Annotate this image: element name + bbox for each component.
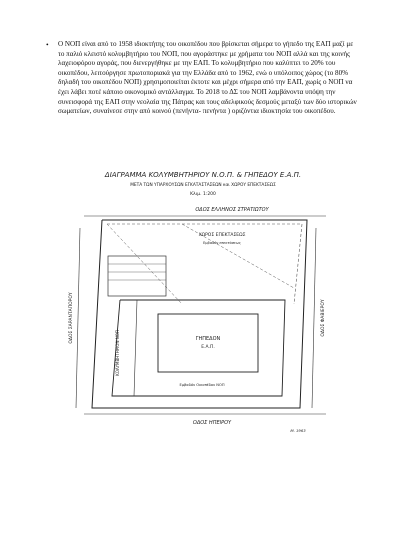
expansion-area-note: Εμβαδόν επεκτάσεως [203, 241, 241, 245]
expansion-area-label: ΧΩΡΟΣ ΕΠΕΚΤΑΣΕΩΣ [198, 233, 246, 238]
pool-label: ΚΟΛΥΜΒΗΤΗΡΙΟΝ ΝΟΠ [115, 330, 120, 376]
street-top-label: ΟΔΟΣ ΕΛΛΗΝΟΣ ΣΤΡΑΤΙΩΤΟΥ [195, 207, 269, 213]
plan-subtitle: ΜΕΤΑ ΤΩΝ ΥΠΑΡΧΟΥΣΩΝ ΕΓΚΑΤΑΣΤΑΣΕΩΝ και ΧΩΡΟΥ ΕΠΕΚΤΑΣΕΩΣ [130, 183, 276, 188]
plan-scale: Κλιμ. 1:200 [190, 192, 216, 197]
plot-area-note: Εμβαδόν Οικοπέδου ΝΟΠ [179, 383, 225, 387]
signature-note: Μ. 1963 [290, 428, 306, 433]
street-bottom-label: ΟΔΟΣ ΗΠΕΙΡΟΥ [192, 420, 232, 426]
bullet-mark: • [46, 40, 49, 49]
body-paragraph: Ο ΝΟΠ είναι από το 1958 ιδιοκτήτης του οικοπέδου που βρίσκεται σήμερα το γήπεδο της ΕΑΠ μαζί με το παλιό κλειστό κολυμβητήριο του ΝΟΠ, που αγοράστηκε με χρήματα του ΝΟΠ αλλά και της κοινής λαχειοφόρου αγοράς, που διενεργήθηκε με την ΕΑΠ. Το κολυμβητήριο που καλύπτει το 20% του οικοπέδου, λειτούργησε πρωτοποριακά για την Ελλάδα από το 1962, ενώ ο υπόλοιπος χώρος (το 80% δηλαδή του οικοπέδου ΝΟΠ) χρησιμοποιείται έκτοτε και μέχρι σήμερα από την ΕΑΠ, χωρίς ο ΝΟΠ να έχει λάβει ποτέ κάποιο οικονομικό αντάλλαγμα. Το 2018 το ΔΣ του ΝΟΠ λαμβάνοντα υπόψη την συνεισφορά της ΕΑΠ στην νεολαία της Πάτρας και τους αδελφικούς δεσμούς μεταξύ των δύο ιστορικών σωματείων, συναίνεσε στην από κοινού (πενήντα- πενήντα ) οριζόντια ιδιοκτησία του οικοπέδου. [58, 40, 357, 116]
plan-title: ΔΙΑΓΡΑΜΜΑ ΚΟΛΥΜΒΗΤΗΡΙΟΥ Ν.Ο.Π. & ΓΗΠΕΔΟΥ Ε.Α.Π. [104, 171, 302, 179]
pitch-label: ΓΗΠΕΔΟΝ [195, 336, 221, 342]
site-plan-drawing [62, 168, 344, 436]
pitch-sub-label: Ε.Α.Π. [201, 345, 215, 350]
street-right-label: ΟΔΟΣ ΦΑΒΙΕΡΟΥ [321, 299, 326, 337]
street-left-label: ΟΔΟΣ ΣΑΡΑΝΤΑΠΟΡΟΥ [69, 292, 74, 344]
